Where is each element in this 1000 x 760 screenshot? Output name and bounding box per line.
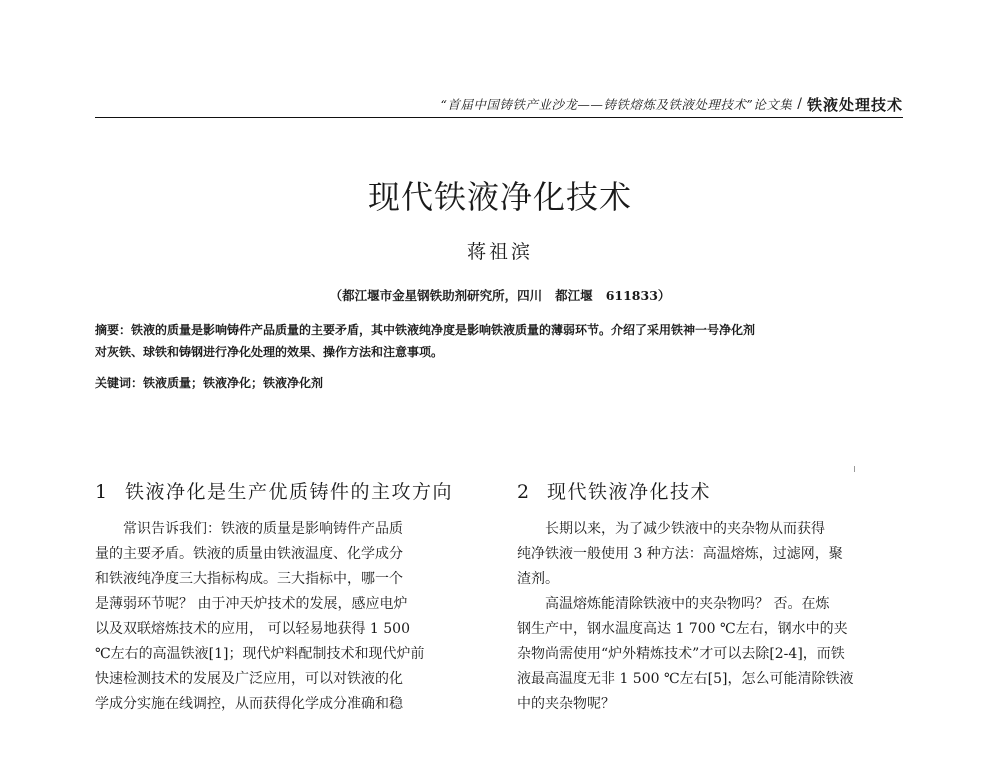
text-line: 中的夹杂物呢？ bbox=[517, 696, 615, 712]
text-line: 学成分实施在线调控，从而获得化学成分准确和稳 bbox=[95, 696, 403, 712]
running-head-section: 铁液处理技术 bbox=[806, 95, 903, 114]
text-line: 是薄弱环节呢？ 由于冲天炉技术的发展，感应电炉 bbox=[95, 596, 408, 612]
text-line: 快速检测技术的发展及广泛应用，可以对铁液的化 bbox=[95, 671, 403, 687]
abstract bbox=[95, 319, 905, 363]
text-line: ℃左右的高温铁液[1]；现代炉料配制技术和现代炉前 bbox=[95, 646, 425, 662]
text-line: 液最高温度无非 1 500 ℃左右[5]，怎么可能清除铁液 bbox=[517, 671, 854, 687]
keywords: 关键词：铁液质量；铁液净化；铁液净化剂 bbox=[95, 376, 324, 390]
paper-title: 现代铁液净化技术 bbox=[367, 178, 632, 216]
paragraph bbox=[517, 592, 903, 717]
section-body bbox=[517, 517, 903, 717]
running-head-separator: / bbox=[797, 96, 802, 112]
paragraph bbox=[95, 517, 481, 717]
header-rule bbox=[95, 117, 903, 118]
text-line: 渣剂。 bbox=[517, 571, 559, 587]
running-head-series: “首届中国铸铁产业沙龙——铸铁熔炼及铁液处理技术”论文集 bbox=[440, 97, 793, 112]
text-line: 纯净铁液一般使用 3 种方法：高温熔炼，过滤网，聚 bbox=[517, 546, 843, 562]
text-line: 杂物尚需使用“炉外精炼技术”才可以去除[2-4]，而铁 bbox=[517, 646, 845, 662]
stray-mark bbox=[854, 466, 855, 472]
text-line: 高温熔炼能清除铁液中的夹杂物吗？ 否。在炼 bbox=[545, 596, 830, 612]
section-number: 2 bbox=[517, 481, 530, 503]
paragraph bbox=[517, 517, 903, 592]
column-right bbox=[517, 477, 903, 717]
abstract-line: 摘要：铁液的质量是影响铸件产品质量的主要矛盾，其中铁液纯净度是影响铁液质量的薄弱环节。介绍了采用铁神一号净化剂 bbox=[95, 323, 756, 337]
text-line: 钢生产中，钢水温度高达 1 700 ℃左右，钢水中的夹 bbox=[517, 621, 848, 637]
section-heading bbox=[95, 477, 481, 511]
section-body bbox=[95, 517, 481, 717]
text-line: 长期以来，为了减少铁液中的夹杂物从而获得 bbox=[545, 521, 825, 537]
section-title: 铁液净化是生产优质铸件的主攻方向 bbox=[125, 481, 454, 503]
running-head bbox=[95, 92, 903, 116]
section-heading bbox=[517, 477, 903, 511]
author: 蒋祖滨 bbox=[466, 241, 533, 263]
text-line: 以及双联熔炼技术的应用， 可以轻易地获得 1 500 bbox=[95, 621, 410, 637]
text-line: 和铁液纯净度三大指标构成。三大指标中，哪一个 bbox=[95, 571, 403, 587]
column-left bbox=[95, 477, 481, 717]
abstract-line: 对灰铁、球铁和铸钢进行净化处理的效果、操作方法和注意事项。 bbox=[95, 345, 444, 359]
section-title: 现代铁液净化技术 bbox=[547, 481, 712, 503]
text-line: 常识告诉我们：铁液的质量是影响铸件产品质 bbox=[123, 521, 403, 537]
text-line: 量的主要矛盾。铁液的质量由铁液温度、化学成分 bbox=[95, 546, 403, 562]
affiliation: （都江堰市金星钢铁助剂研究所，四川 都江堰 611833） bbox=[329, 288, 671, 303]
section-number: 1 bbox=[95, 481, 108, 503]
